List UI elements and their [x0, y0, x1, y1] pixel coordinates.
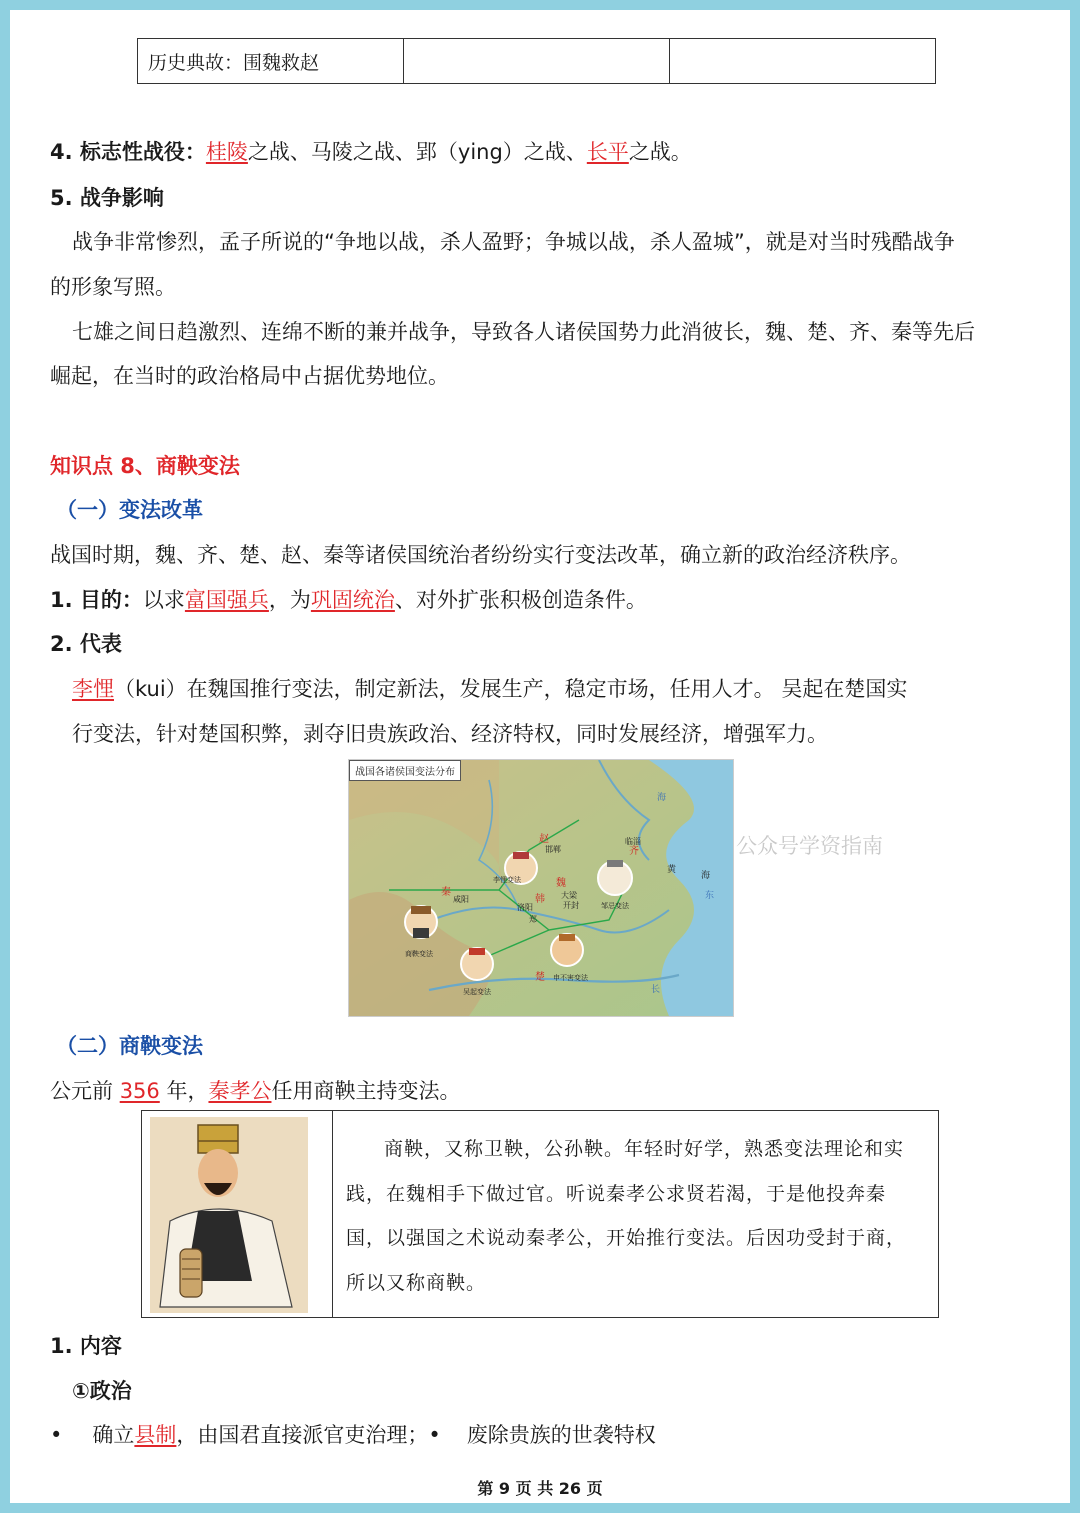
map-label: 齐 [629, 846, 639, 857]
intro-text: 公元前 [50, 1079, 120, 1103]
intro-text: 年， [159, 1079, 209, 1103]
paragraph-line [72, 673, 907, 703]
document-page [10, 10, 1070, 1503]
map-label: 吴起变法 [463, 989, 491, 996]
keyword-likui: 李悝 [72, 677, 114, 701]
paragraph-line: 战争非常惨烈，孟子所说的“争地以战，杀人盈野；争城以战，杀人盈城”，就是对当时残酷战争 [72, 230, 955, 254]
map-label: 咸阳 [453, 895, 469, 904]
portrait-cell [142, 1111, 333, 1317]
item-text: 之战、马陵之战、郢（ying）之战、 [247, 140, 587, 164]
keyword: 巩固统治 [310, 588, 395, 612]
map-label: 开封 [563, 901, 579, 910]
map-label: 魏 [556, 878, 566, 889]
map-label: 郑 [529, 915, 537, 924]
section-title: （一）变法改革 [56, 498, 203, 522]
map-label: 长 [651, 984, 661, 994]
section-title: （二）商鞅变法 [56, 1034, 203, 1058]
map-label: 楚 [535, 972, 545, 983]
bullet-text: 废除贵族的世袭特权 [466, 1423, 656, 1447]
item-text: 、对外扩张积极创造条件。 [394, 588, 647, 612]
paragraph-text: 吴起在楚国实 [781, 677, 908, 701]
section-intro: 战国时期，魏、齐、楚、赵、秦等诸侯国统治者纷纷实行变法改革，确立新的政治经济秩序。 [50, 543, 911, 567]
bullet-text: 确立 [92, 1423, 135, 1447]
item-text: 以求 [142, 588, 185, 612]
map-label: 黄 [667, 864, 677, 874]
map-label: 秦 [441, 887, 451, 898]
map-label: 临淄 [625, 837, 641, 846]
knowledge-point-title: 知识点 8、商鞅变法 [50, 454, 240, 478]
map-label: 海 [657, 792, 667, 802]
bullet-dot: • [428, 1423, 441, 1447]
empty-cell [670, 39, 936, 84]
keyword-duke: 秦孝公 [208, 1079, 272, 1103]
paragraph-line: 七雄之间日趋激烈、连绵不断的兼并战争，导致各人诸侯国势力此消彼长，魏、楚、齐、秦等先后 [72, 320, 975, 344]
item-label: 1. 目的： [50, 588, 143, 612]
map-label: 东 [705, 890, 715, 900]
allusion-table [137, 38, 936, 84]
item-battles [50, 136, 692, 166]
empty-cell [404, 39, 670, 84]
paragraph-line: 的形象写照。 [50, 275, 176, 299]
bullet-line [50, 1419, 656, 1449]
reform-map [348, 759, 734, 1017]
item-text: 之战。 [628, 140, 692, 164]
map-label: 商鞅变法 [405, 951, 433, 958]
item-war-impact: 5. 战争影响 [50, 186, 164, 210]
map-illustration [349, 760, 733, 1016]
section-intro [50, 1075, 460, 1105]
portrait-shenbuhai [551, 934, 583, 966]
map-title: 战国各诸侯国变法分布 [349, 760, 461, 781]
paragraph-text: （kui）在魏国推行变法，制定新法，发展生产，稳定市场，任用人才。 [114, 677, 782, 701]
keyword-changping: 长平 [586, 140, 629, 164]
paragraph-line: 崛起，在当时的政治格局中占据优势地位。 [50, 364, 449, 388]
item-goal [50, 584, 647, 614]
item-representatives: 2. 代表 [50, 632, 122, 656]
map-label: 申不害变法 [553, 975, 588, 982]
bio-text: 商鞅，又称卫鞅，公孙鞅。年轻时好学，熟悉变法理论和实践，在魏相手下做过官。听说秦孝公求贤若渴，于是他投奔秦国，以强国之术说动秦孝公，开始推行变法。后因功受封于商，所以又称商鞅。 [346, 1138, 907, 1294]
keyword: 富国强兵 [184, 588, 269, 612]
keyword-guiling: 桂陵 [205, 140, 248, 164]
bullet-dot: • [50, 1423, 63, 1447]
bullet-text: ，由国君直接派官吏治理； [176, 1423, 429, 1447]
map-label: 赵 [539, 834, 549, 845]
paragraph-line: 行变法，针对楚国积弊，剥夺旧贵族政治、经济特权，同时发展经济，增强军力。 [72, 722, 828, 746]
item-content: 1. 内容 [50, 1334, 122, 1358]
keyword-year: 356 [119, 1079, 160, 1103]
allusion-cell: 历史典故：围魏救赵 [138, 39, 404, 84]
shangyang-portrait [142, 1111, 331, 1315]
portrait-zouji [598, 860, 632, 895]
item-label: 4. 标志性战役： [50, 140, 206, 164]
watermark: 公众号学资指南 [736, 834, 883, 858]
page-footer: 第 9 页 共 26 页 [477, 1479, 603, 1498]
portrait-shangyang [405, 906, 437, 938]
item-text: ，为 [268, 588, 311, 612]
bio-table [141, 1110, 939, 1318]
subitem-political: ①政治 [72, 1379, 132, 1403]
keyword-county-system: 县制 [134, 1423, 177, 1447]
map-label: 韩 [535, 894, 545, 905]
map-label: 海 [701, 870, 711, 880]
map-label: 邹忌变法 [601, 903, 629, 910]
map-label: 大梁 [561, 891, 577, 900]
portrait-wuqi [461, 948, 493, 980]
intro-text: 任用商鞅主持变法。 [271, 1079, 461, 1103]
map-label: 邯郸 [545, 845, 561, 854]
map-label: 洛阳 [517, 903, 533, 912]
map-label: 李悝变法 [493, 877, 521, 884]
